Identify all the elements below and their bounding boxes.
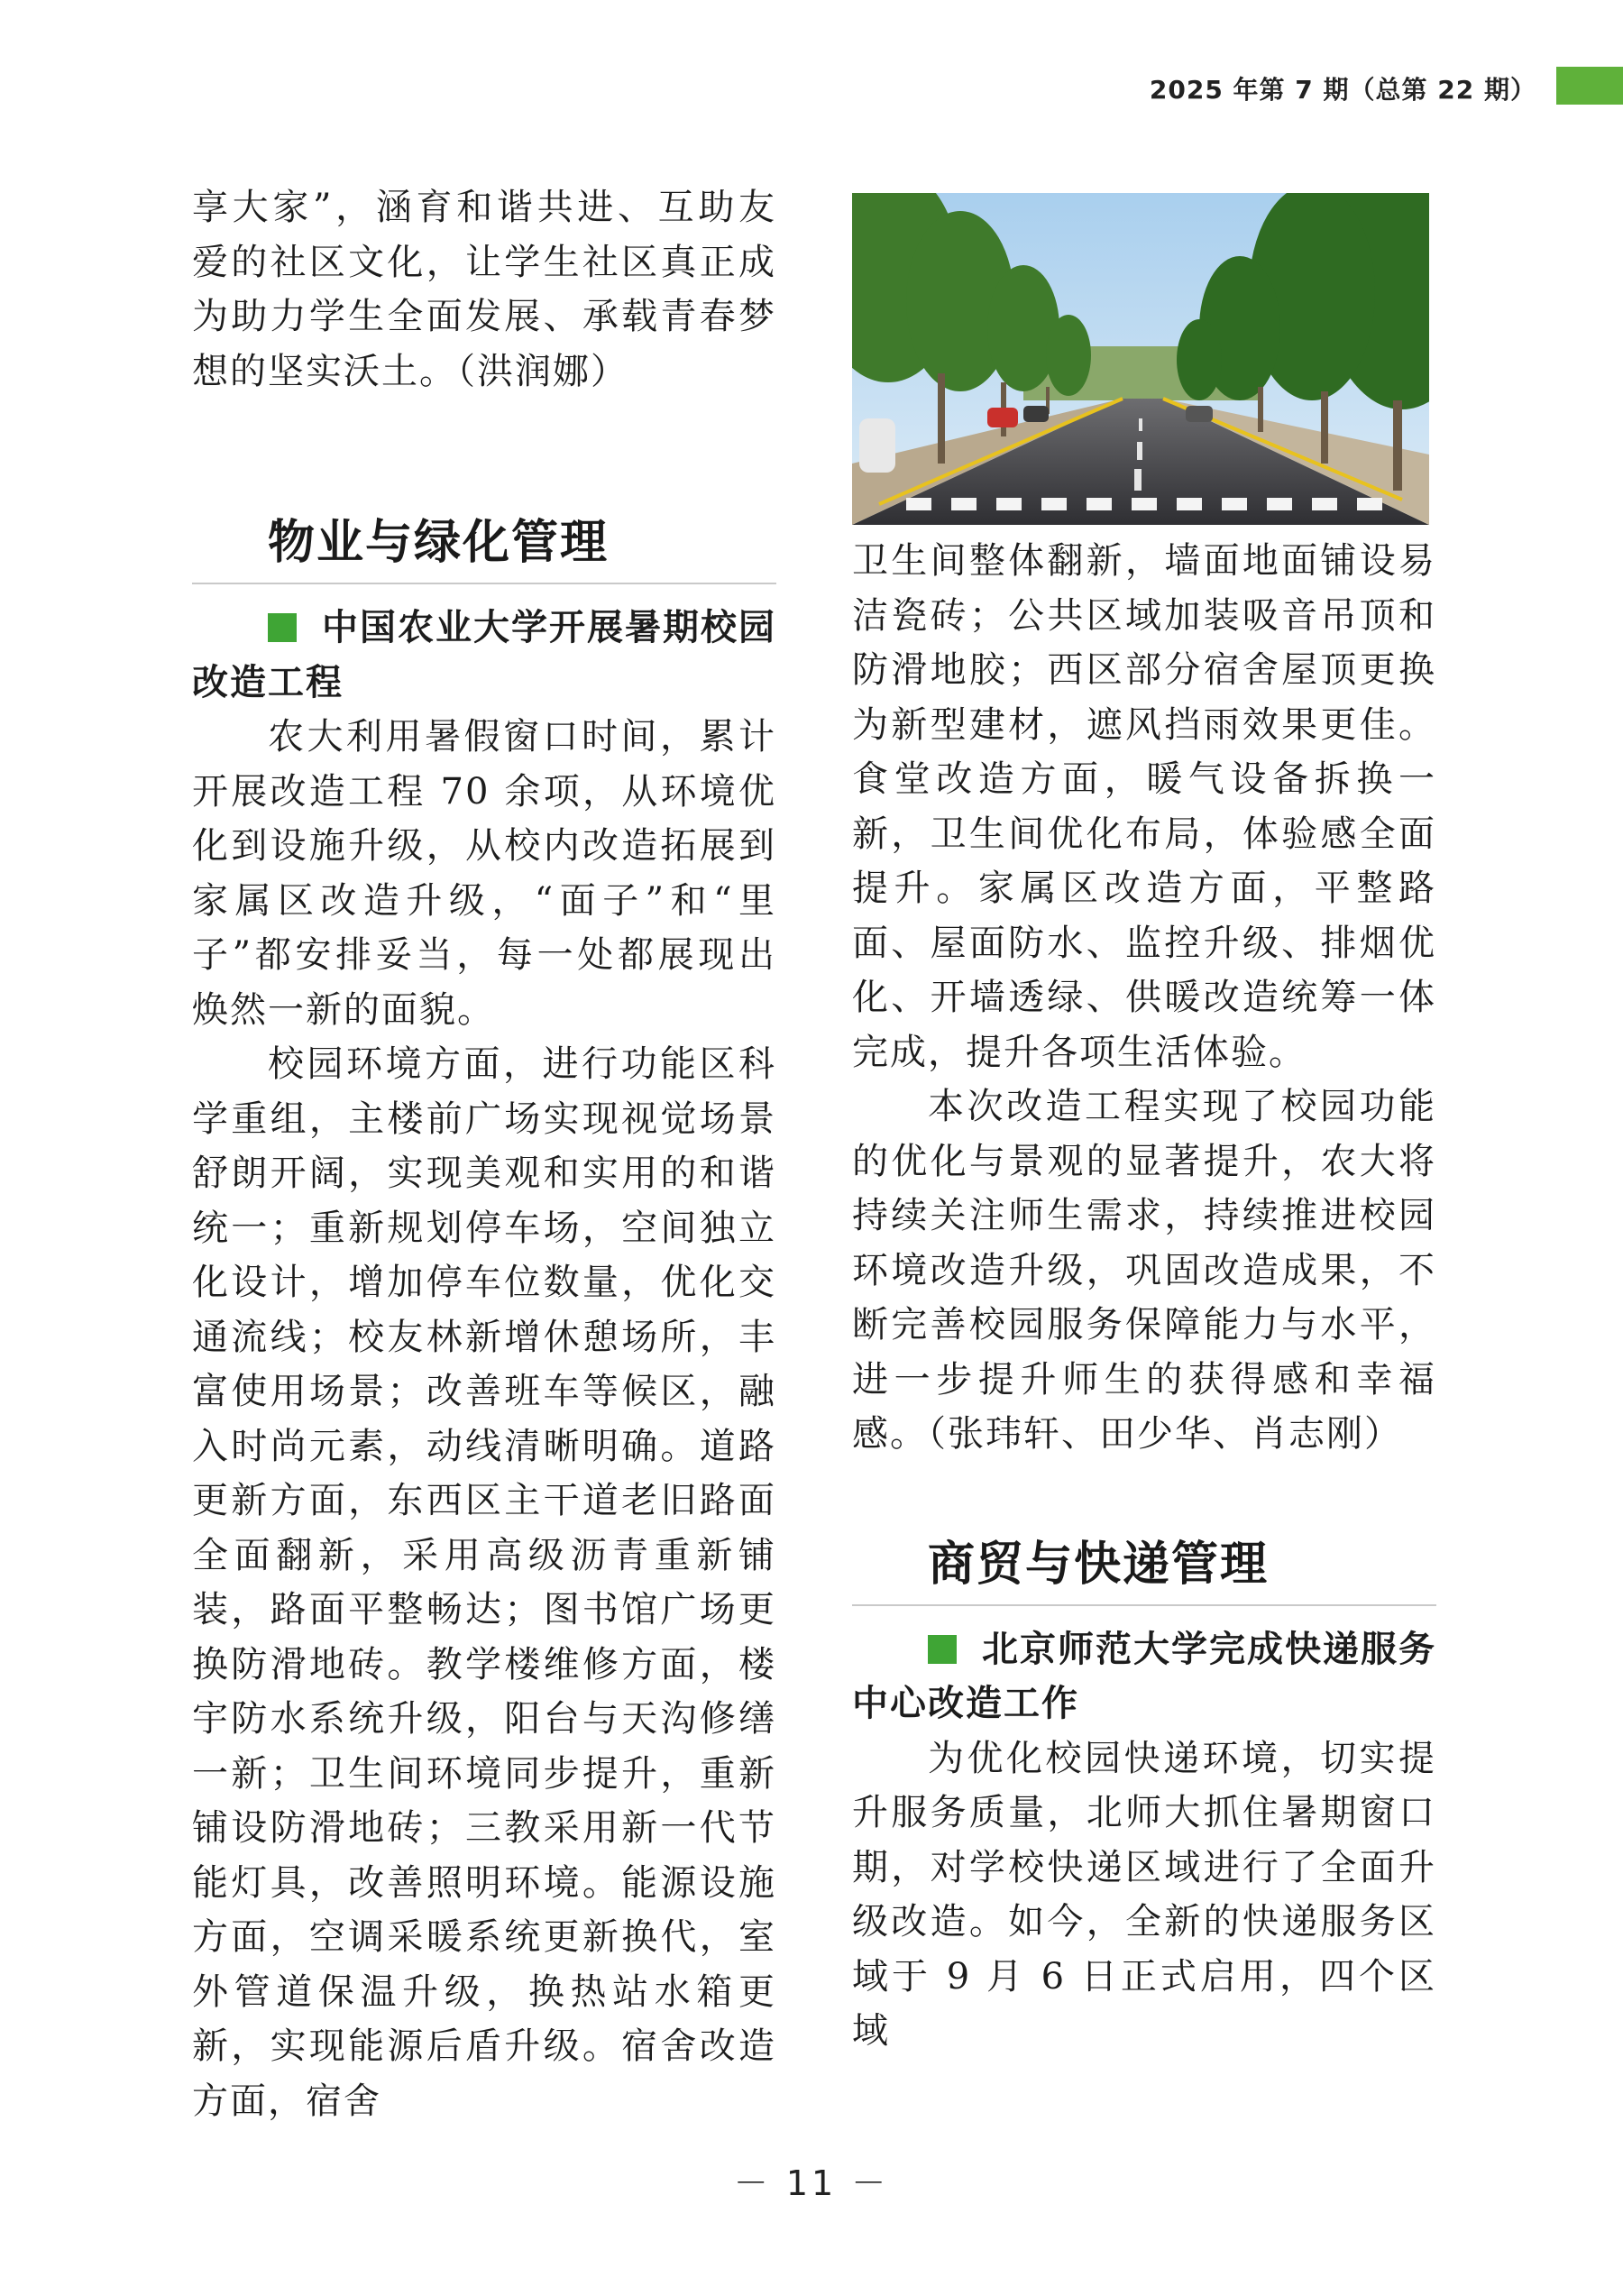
section-title-property: 物业与绿化管理 bbox=[192, 503, 776, 584]
green-square-icon bbox=[268, 613, 297, 642]
intro-paragraph: 享大家”，涵育和谐共进、互助友爱的社区文化，让学生社区真正成为助力学生全面发展、承载青春梦想的坚实沃土。（洪润娜） bbox=[192, 187, 776, 392]
section-title-commerce: 商贸与快递管理 bbox=[852, 1525, 1436, 1606]
paragraph: 为优化校园快递环境，切实提升服务质量，北师大抓住暑期窗口期，对学校快递区域进行了全面升级改造。如今，全新的快递服务区域于 9 月 6 日正式启用，四个区域 bbox=[852, 1737, 1436, 2052]
issue-label: 2025 年第 7 期（总第 22 期） bbox=[1149, 75, 1536, 105]
article-title-text: 北京师范大学完成快递服务中心改造工作 bbox=[852, 1628, 1436, 1724]
green-square-icon bbox=[928, 1635, 957, 1664]
paragraph: 本次改造工程实现了校园功能的优化与景观的显著提升，农大将持续关注师生需求，持续推进校园环境改造升级，巩固改造成果，不断完善校园服务保障能力与水平，进一步提升师生的获得感和幸福感。（张玮轩、田少华、肖志刚） bbox=[852, 1086, 1436, 1455]
tree-lined-road-photo bbox=[852, 193, 1429, 525]
green-tab-marker bbox=[1556, 67, 1623, 105]
page-number: － 11 － bbox=[733, 2163, 890, 2203]
right-column bbox=[852, 193, 1436, 2059]
paragraph: 卫生间整体翻新，墙面地面铺设易洁瓷砖；公共区域加装吸音吊顶和防滑地胶；西区部分宿舍屋顶更换为新型建材，遮风挡雨效果更佳。食堂改造方面，暖气设备拆换一新，卫生间优化布局，体验感全面提升。家属区改造方面，平整路面、屋面防水、监控升级、排烟优化、开墙透绿、供暖改造统筹一体完成，提升各项生活体验。 bbox=[852, 540, 1436, 1073]
paragraph: 农大利用暑假窗口时间，累计开展改造工程 70 余项，从环境优化到设施升级，从校内改造拓展到家属区改造升级，“面子”和“里子”都安排妥当，每一处都展现出焕然一新的面貌。 bbox=[192, 716, 776, 1031]
left-column bbox=[192, 180, 776, 2128]
article-title-cau bbox=[192, 601, 776, 710]
article-title-text: 中国农业大学开展暑期校园改造工程 bbox=[192, 607, 776, 703]
paragraph: 校园环境方面，进行功能区科学重组，主楼前广场实现视觉场景舒朗开阔，实现美观和实用的和谐统一；重新规划停车场，空间独立化设计，增加停车位数量，优化交通流线；校友林新增休憩场所，丰富使用场景；改善班车等候区，融入时尚元素，动线清晰明确。道路更新方面，东西区主干道老旧路面全面翻新，采用高级沥青重新铺装，路面平整畅达；图书馆广场更换防滑地砖。教学楼维修方面，楼宇防水系统升级，阳台与天沟修缮一新；卫生间环境同步提升，重新铺设防滑地砖；三教采用新一代节能灯具，改善照明环境。能源设施方面，空调采暖系统更新换代，室外管道保温升级，换热站水箱更新，实现能源后盾升级。宿舍改造方面，宿舍 bbox=[192, 1043, 776, 2122]
article-title-bnu bbox=[852, 1622, 1436, 1731]
